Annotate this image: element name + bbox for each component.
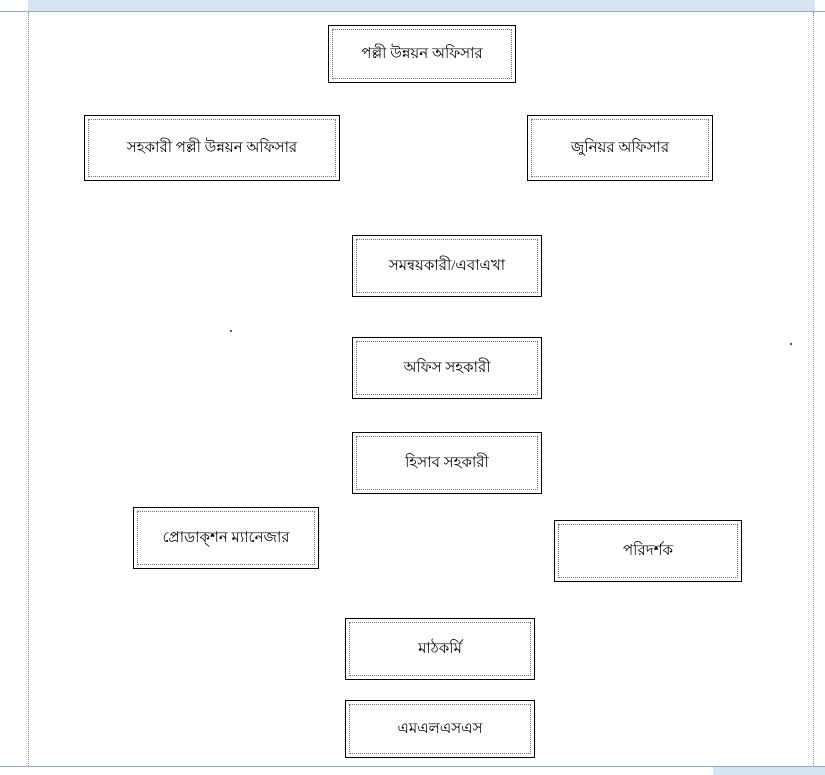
org-node[interactable] bbox=[345, 700, 535, 758]
window-top-chrome-right-gap bbox=[815, 0, 825, 11]
org-node[interactable] bbox=[84, 115, 340, 181]
org-node-label: সহকারী পল্লী উন্নয়ন অফিসার bbox=[88, 119, 336, 177]
org-node-label: পল্লী উন্নয়ন অফিসার bbox=[332, 29, 512, 79]
page-speck bbox=[230, 330, 232, 332]
org-node[interactable] bbox=[527, 115, 713, 181]
org-node-label: পরিদর্শক bbox=[558, 524, 738, 578]
document-page bbox=[28, 12, 814, 766]
org-node-label: হিসাব সহকারী bbox=[356, 436, 538, 490]
window-top-chrome bbox=[0, 0, 825, 12]
org-node-label: এমএলএসএস bbox=[349, 704, 531, 754]
window-top-chrome-left-gap bbox=[0, 0, 28, 11]
org-node-label: অফিস সহকারী bbox=[356, 341, 538, 395]
org-node[interactable] bbox=[133, 507, 319, 569]
org-node[interactable] bbox=[352, 337, 542, 399]
org-node[interactable] bbox=[328, 25, 516, 83]
org-node[interactable] bbox=[352, 235, 542, 297]
org-node-label: প্রোডাক্শন ম্যানেজার bbox=[137, 511, 315, 565]
org-node-label: সমন্বয়কারী/এবাএখা bbox=[356, 239, 538, 293]
window-bottom-chrome bbox=[0, 766, 825, 775]
org-node[interactable] bbox=[352, 432, 542, 494]
org-node-label: মাঠকর্মি bbox=[349, 622, 531, 676]
org-node[interactable] bbox=[345, 618, 535, 680]
org-node[interactable] bbox=[554, 520, 742, 582]
org-node-label: জুনিয়র অফিসার bbox=[531, 119, 709, 177]
window-bottom-chrome-left-gap bbox=[0, 767, 713, 775]
page-speck bbox=[790, 343, 792, 345]
